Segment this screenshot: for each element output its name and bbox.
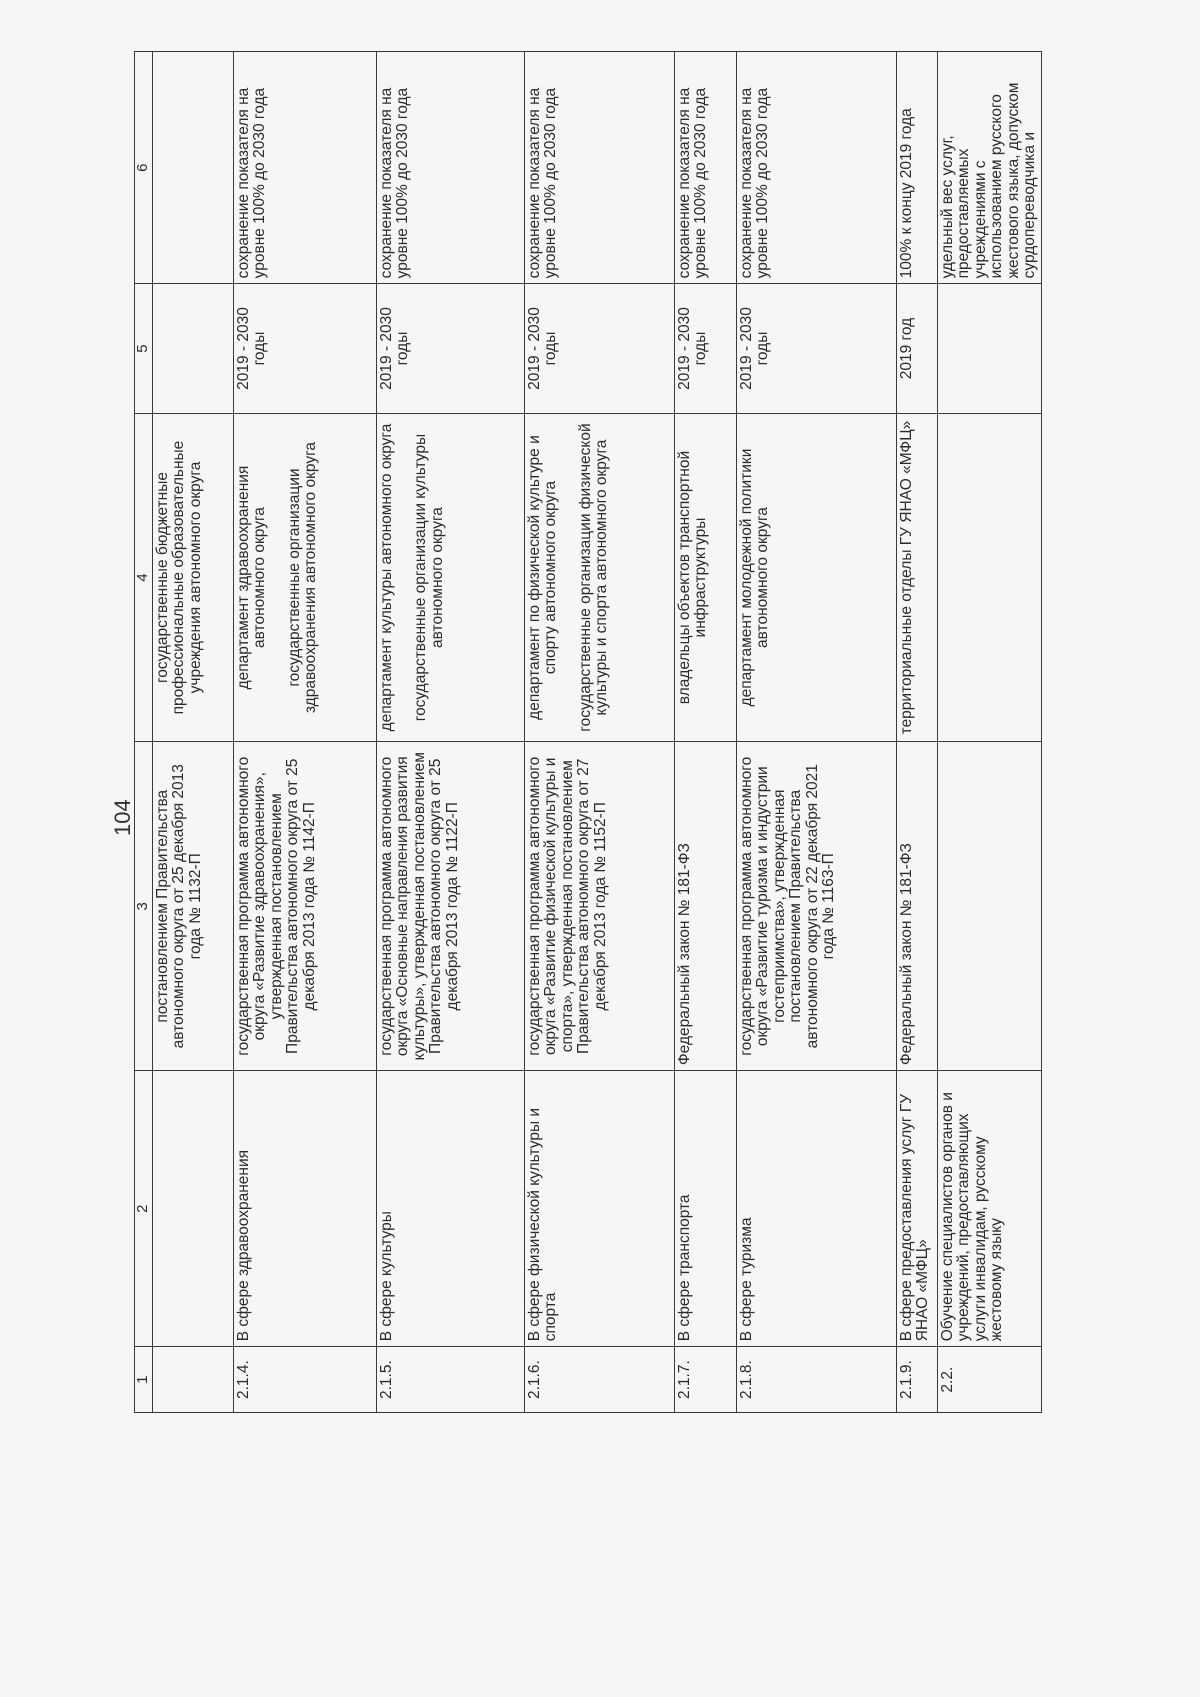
row-number (152, 1347, 233, 1413)
row-executor (674, 413, 736, 742)
row-term: 2019 - 2030 годы (233, 284, 376, 413)
row-executor-secondary: государственные организации физической культуры и спорта автономного округа (576, 423, 610, 732)
row-basis: государственная программа автономного округа «Основные направления развития культуры», утвержденная постановлением Правительства автономного округа от 25 декабря 2013 года № 1122-П (376, 742, 524, 1071)
row-executor-secondary: государственные организации культуры автономного округа (412, 433, 446, 722)
header-col-1: 1 (135, 1347, 153, 1413)
row-area: В сфере транспорта (674, 1071, 736, 1347)
row-executor (152, 413, 233, 742)
table-row (674, 52, 736, 1413)
table-row (937, 52, 1041, 1413)
row-area: В сфере предоставления услуг ГУ ЯНАО «МФЦ» (896, 1071, 937, 1347)
row-number: 2.1.6. (524, 1347, 674, 1413)
row-number: 2.1.4. (233, 1347, 376, 1413)
table-row (524, 52, 674, 1413)
row-basis (937, 742, 1041, 1071)
row-basis: государственная программа автономного округа «Развитие физической культуры и спорта», утвержденная постановлением Правительства автономного округа от 27 декабря 2013 года № 1152-П (524, 742, 674, 1071)
row-area: В сфере здравоохранения (233, 1071, 376, 1347)
row-term: 2019 - 2030 годы (524, 284, 674, 413)
row-number: 2.1.5. (376, 1347, 524, 1413)
table-row (152, 52, 233, 1413)
row-result: удельный вес услуг, предоставляемых учреждениями с использованием русского жестового языка, допуском сурдопереводчика и (937, 52, 1041, 284)
row-basis: государственная программа автономного округа «Развитие туризма и индустрии гостеприимства», утвержденная постановлением Правительства автономного округа от 22 декабря 2021 года № 1163-П (736, 742, 896, 1071)
row-executor (376, 413, 524, 742)
row-executor-text: департамент молодежной политики автономного округа (737, 448, 771, 707)
row-number: 2.1.8. (736, 1347, 896, 1413)
row-term: 2019 год (896, 284, 937, 413)
row-executor (233, 413, 376, 742)
row-area (152, 1071, 233, 1347)
page-number: 104 (110, 799, 135, 836)
header-col-6: 6 (135, 52, 153, 284)
header-col-3: 3 (135, 742, 153, 1071)
row-area: В сфере физической культуры и спорта (524, 1071, 674, 1347)
row-executor-text: владельцы объектов транспортной инфраструктуры (675, 450, 709, 705)
table-row (736, 52, 896, 1413)
row-term (937, 284, 1041, 413)
row-term: 2019 - 2030 годы (376, 284, 524, 413)
row-result: сохранение показателя на уровне 100% до 2030 года (524, 52, 674, 284)
row-area: В сфере культуры (376, 1071, 524, 1347)
row-number: 2.1.7. (674, 1347, 736, 1413)
row-executor (736, 413, 896, 742)
row-executor-text: государственные бюджетные профессиональные образовательные учреждения автономного округа (153, 440, 204, 715)
row-result: сохранение показателя на уровне 100% до 2030 года (376, 52, 524, 284)
header-col-2: 2 (135, 1071, 153, 1347)
row-executor (896, 413, 937, 742)
rotated-table-container (134, 51, 1038, 1413)
row-executor-text: территориальные отделы ГУ ЯНАО «МФЦ» (897, 420, 915, 735)
measures-table (134, 51, 1042, 1413)
row-basis: Федеральный закон № 181-ФЗ (674, 742, 736, 1071)
row-executor (937, 413, 1041, 742)
row-executor-text: департамент здравоохранения автономного округа (234, 465, 268, 690)
row-result: 100% к концу 2019 года (896, 52, 937, 284)
header-col-4: 4 (135, 413, 153, 742)
row-number: 2.2. (937, 1347, 1041, 1413)
row-result (152, 52, 233, 284)
row-number: 2.1.9. (896, 1347, 937, 1413)
row-term: 2019 - 2030 годы (736, 284, 896, 413)
row-executor-text: департамент культуры автономного округа (377, 423, 395, 732)
row-result: сохранение показателя на уровне 100% до 2030 года (233, 52, 376, 284)
row-executor-secondary: государственные организации здравоохранения автономного округа (285, 441, 319, 714)
row-term: 2019 - 2030 годы (674, 284, 736, 413)
row-executor-text: департамент по физической культуре и спорту автономного округа (525, 435, 559, 720)
row-result: сохранение показателя на уровне 100% до 2030 года (736, 52, 896, 284)
row-area: Обучение специалистов органов и учреждений, предоставляющих услуги инвалидам, русскому жестовому языку (937, 1071, 1041, 1347)
row-executor (524, 413, 674, 742)
row-term (152, 284, 233, 413)
row-area: В сфере туризма (736, 1071, 896, 1347)
header-row (135, 52, 153, 1413)
table-row (376, 52, 524, 1413)
row-basis: государственная программа автономного округа «Развитие здравоохранения», утвержденная постановлением Правительства автономного округа от 25 декабря 2013 года № 1142-П (233, 742, 376, 1071)
row-result: сохранение показателя на уровне 100% до 2030 года (674, 52, 736, 284)
row-basis: постановлением Правительства автономного округа от 25 декабря 2013 года № 1132-П (152, 742, 233, 1071)
table-row (896, 52, 937, 1413)
table-row (233, 52, 376, 1413)
header-col-5: 5 (135, 284, 153, 413)
row-basis: Федеральный закон № 181-ФЗ (896, 742, 937, 1071)
